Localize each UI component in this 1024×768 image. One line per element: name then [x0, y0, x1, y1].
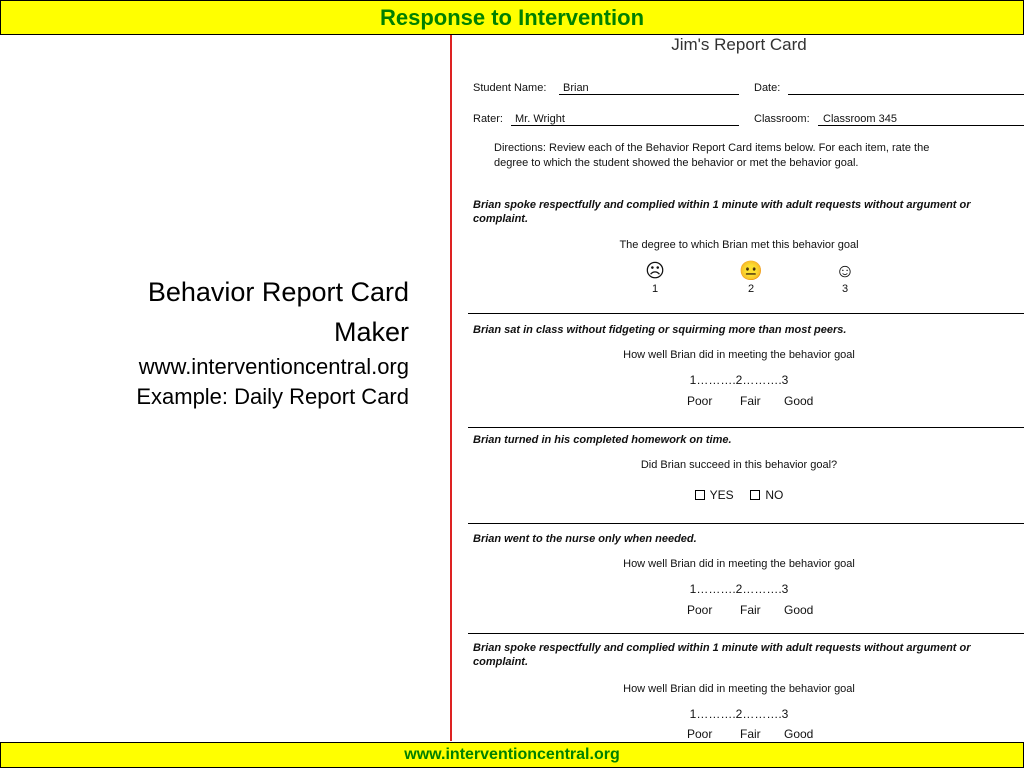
date-label: Date:: [754, 82, 781, 94]
student-name-value: Brian: [563, 82, 589, 94]
item-divider: [468, 313, 1024, 314]
rating-1-label: 1: [651, 283, 659, 295]
behavior-item-1-text: Brian spoke respectfully and complied within 1 minute with adult requests without argument or complaint.: [473, 199, 971, 225]
neutral-face-icon[interactable]: 😐 2: [721, 262, 781, 296]
scale-label-fair: Fair: [740, 727, 761, 741]
directions-text: [494, 141, 994, 171]
footer-banner: [0, 742, 1024, 768]
item-divider: [468, 427, 1024, 428]
yes-no-options: [452, 488, 1024, 502]
behavior-item-3-text: Brian turned in his completed homework on time.: [473, 434, 732, 446]
scale-label-poor: Poor: [687, 603, 713, 617]
scale-label-poor: Poor: [687, 394, 713, 408]
scale-label-good: Good: [784, 603, 814, 617]
header-banner: [0, 0, 1024, 35]
no-checkbox[interactable]: [750, 488, 783, 502]
behavior-item-2-scale[interactable]: 1……….2……….3: [689, 373, 789, 387]
header-title: Response to Intervention: [379, 5, 645, 30]
rating-2-label: 2: [747, 283, 755, 295]
scale-label-good: Good: [784, 727, 814, 741]
yes-label: YES: [709, 488, 734, 502]
caption-subtitle: Example: Daily Report Card: [136, 384, 409, 409]
scale-label-fair: Fair: [740, 603, 761, 617]
item-divider: [468, 523, 1024, 524]
behavior-item-1-prompt: The degree to which Brian met this behavior goal: [619, 239, 859, 251]
behavior-item-2-text: Brian sat in class without fidgeting or squirming more than most peers.: [473, 324, 847, 336]
behavior-item-2-prompt: How well Brian did in meeting the behavior goal: [623, 349, 855, 361]
rater-value: Mr. Wright: [515, 113, 565, 125]
classroom-value: Classroom 345: [823, 113, 897, 125]
footer-url[interactable]: www.interventioncentral.org: [404, 746, 620, 763]
smile-face-icon[interactable]: ☺ 3: [815, 262, 875, 296]
caption-title: Behavior Report Card: [147, 277, 409, 307]
item-divider: [468, 633, 1024, 634]
behavior-item-4-scale[interactable]: 1……….2……….3: [689, 582, 789, 596]
behavior-item-3-prompt: Did Brian succeed in this behavior goal?: [640, 459, 838, 471]
scale-label-fair: Fair: [740, 394, 761, 408]
checkbox-icon: [750, 490, 760, 500]
rater-label: Rater:: [473, 113, 503, 125]
student-name-line: [559, 94, 739, 95]
behavior-item-5-scale[interactable]: 1……….2……….3: [689, 707, 789, 721]
behavior-item-4-text: Brian went to the nurse only when needed.: [473, 533, 697, 545]
report-title: Jim's Report Card: [671, 35, 807, 54]
directions-line-2: degree to which the student showed the behavior or met the behavior goal.: [494, 157, 859, 169]
checkbox-icon: [695, 490, 705, 500]
yes-checkbox[interactable]: [695, 488, 734, 502]
date-line: [788, 94, 1024, 95]
scale-label-good: Good: [784, 394, 814, 408]
caption-url: www.interventioncentral.org: [138, 354, 409, 379]
rating-3-label: 3: [841, 283, 849, 295]
directions-line-1: Directions: Review each of the Behavior Report Card items below. For each item, rate the: [494, 142, 930, 154]
report-card-document: [450, 35, 1024, 741]
student-name-label: Student Name:: [473, 82, 547, 94]
rater-line: [511, 125, 739, 126]
behavior-item-4-prompt: How well Brian did in meeting the behavior goal: [623, 558, 855, 570]
scale-label-poor: Poor: [687, 727, 713, 741]
slide-caption: [60, 272, 409, 412]
behavior-item-5-prompt: How well Brian did in meeting the behavior goal: [623, 683, 855, 695]
no-label: NO: [765, 488, 784, 502]
frown-face-icon[interactable]: ☹ 1: [625, 262, 685, 296]
behavior-item-5-text: Brian spoke respectfully and complied within 1 minute with adult requests without argument or complaint.: [473, 642, 971, 668]
classroom-line: [818, 125, 1024, 126]
classroom-label: Classroom:: [754, 113, 810, 125]
caption-title-cont: Maker: [333, 317, 409, 347]
